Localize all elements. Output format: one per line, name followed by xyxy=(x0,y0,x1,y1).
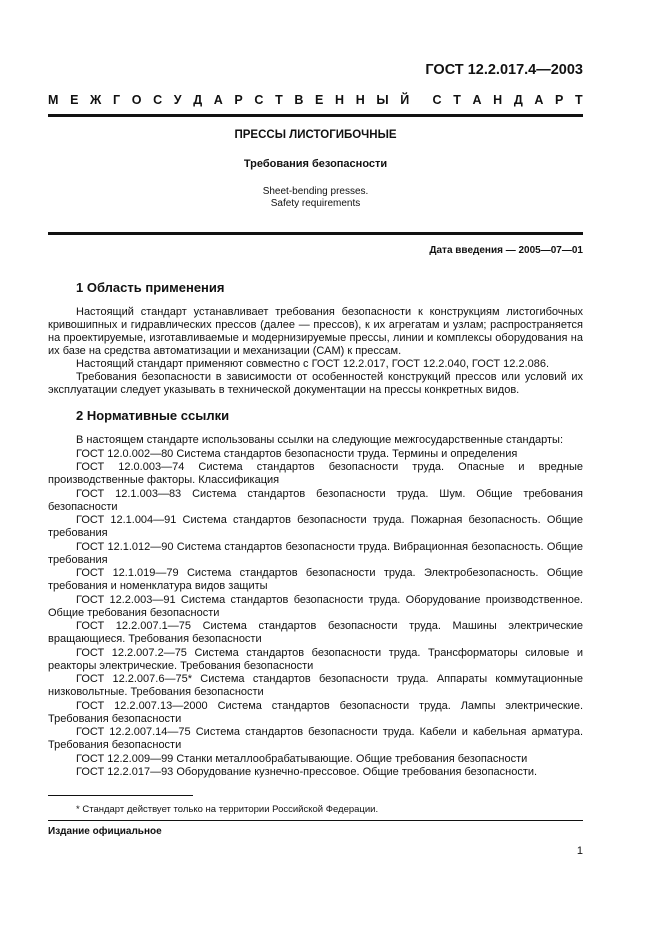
banner-letter: А xyxy=(213,93,223,107)
reference-item: ГОСТ 12.1.012—90 Система стандартов безопасности труда. Вибрационная безопасность. Общие требования xyxy=(48,540,583,566)
official-edition-label: Издание официальное xyxy=(48,826,162,837)
reference-item: ГОСТ 12.0.003—74 Система стандартов безопасности труда. Опасные и вредные производственные факторы. Классификация xyxy=(48,461,583,486)
document-subtitle: Требования безопасности xyxy=(243,158,388,170)
reference-item: ГОСТ 12.2.007.6—75* Система стандартов безопасности труда. Аппараты коммутационные низковольтные. Требования безопасности xyxy=(48,673,583,698)
banner-letter: Н xyxy=(493,93,503,107)
paragraph: Настоящий стандарт устанавливает требования безопасности к конструкциям листогибочных кривошипных и гидравлических прессов (далее — прессов), к их агрегатам и узлам; распространяется на проектируемые, изготавливаемые и модернизируемые прессы, линии и комплексы оборудования на их базе на средства автоматизации и механизации (САМ) к прессам. xyxy=(48,306,583,357)
reference-item: ГОСТ 12.2.009—99 Станки металлообрабатывающие. Общие требования безопасности xyxy=(76,752,528,765)
banner-letter: Т xyxy=(275,93,283,107)
banner-letter: У xyxy=(173,93,182,107)
interstate-standard-banner xyxy=(48,93,583,107)
standard-code: ГОСТ 12.2.017.4—2003 xyxy=(425,62,583,78)
paragraph: В настоящем стандарте использованы ссылки на следующие межгосударственные стандарты: xyxy=(76,434,564,446)
header-divider xyxy=(48,114,583,117)
banner-letter: Ж xyxy=(90,93,102,107)
banner-letter: С xyxy=(432,93,442,107)
banner-letter: А xyxy=(534,93,544,107)
banner-letter: М xyxy=(48,93,59,107)
reference-item: ГОСТ 12.0.002—80 Система стандартов безопасности труда. Термины и определения xyxy=(76,447,518,460)
reference-item: ГОСТ 12.2.003—91 Система стандартов безопасности труда. Оборудование производственное. Общие требования безопасности xyxy=(48,593,583,619)
reference-item: ГОСТ 12.1.004—91 Система стандартов безопасности труда. Пожарная безопасность. Общие требования xyxy=(48,514,583,539)
document-title: ПРЕССЫ ЛИСТОГИБОЧНЫЕ xyxy=(234,129,397,141)
banner-letter: Н xyxy=(335,93,345,107)
banner-letter: О xyxy=(131,93,142,107)
paragraph: Настоящий стандарт применяют совместно с ГОСТ 12.2.017, ГОСТ 12.2.040, ГОСТ 12.2.086. xyxy=(76,358,550,370)
banner-letter: Р xyxy=(234,93,243,107)
footnote-divider xyxy=(48,795,193,796)
section-1-body xyxy=(48,306,583,397)
section-1-heading: 1 Область применения xyxy=(76,280,225,295)
banner-letter: Е xyxy=(315,93,324,107)
section-2-body xyxy=(48,434,583,780)
banner-letter: Н xyxy=(355,93,365,107)
english-title-line: Safety requirements xyxy=(270,198,361,209)
section-2-heading: 2 Нормативные ссылки xyxy=(76,408,230,423)
reference-item: ГОСТ 12.2.007.1—75 Система стандартов безопасности труда. Машины электрические вращающиеся. Требования безопасности xyxy=(48,620,583,645)
page-number: 1 xyxy=(576,845,583,857)
banner-letter: Й xyxy=(400,93,410,107)
banner-letter: Г xyxy=(113,93,121,107)
reference-item: ГОСТ 12.2.007.14—75 Система стандартов безопасности труда. Кабели и кабельная арматура. Требования безопасности xyxy=(48,726,583,751)
banner-letter: Т xyxy=(575,93,583,107)
banner-letter: Д xyxy=(193,93,203,107)
title-divider xyxy=(48,232,583,235)
footnote: * Стандарт действует только на территории Российской Федерации. xyxy=(76,804,379,815)
banner-letter: Ы xyxy=(376,93,389,107)
introduction-date: Дата введения — 2005—07—01 xyxy=(429,245,583,256)
reference-item: ГОСТ 12.2.007.2—75 Система стандартов безопасности труда. Трансформаторы силовые и реакторы электрические. Требования безопасности xyxy=(48,646,583,672)
banner-letter: Т xyxy=(453,93,461,107)
banner-letter: Д xyxy=(513,93,523,107)
english-title-line: Sheet-bending presses. xyxy=(262,186,369,197)
reference-item: ГОСТ 12.2.017—93 Оборудование кузнечно-прессовое. Общие требования безопасности. xyxy=(76,766,538,778)
paragraph: Требования безопасности в зависимости от особенностей конструкций прессов или условий их эксплуатации следует указывать в технической документации на прессы конкретных видов. xyxy=(48,371,583,396)
banner-letter: Е xyxy=(70,93,79,107)
reference-item: ГОСТ 12.1.019—79 Система стандартов безопасности труда. Электробезопасность. Общие требования и номенклатура видов защиты xyxy=(48,567,583,592)
banner-letter: Р xyxy=(555,93,564,107)
reference-item: ГОСТ 12.2.007.13—2000 Система стандартов безопасности труда. Лампы электрические. Требования безопасности xyxy=(48,699,583,725)
reference-item: ГОСТ 12.1.003—83 Система стандартов безопасности труда. Шум. Общие требования безопасности xyxy=(48,487,583,513)
banner-letter: А xyxy=(472,93,482,107)
banner-letter: С xyxy=(254,93,264,107)
english-title xyxy=(48,186,583,210)
banner-letter: В xyxy=(294,93,304,107)
footer-divider xyxy=(48,820,583,821)
banner-letter: С xyxy=(153,93,163,107)
